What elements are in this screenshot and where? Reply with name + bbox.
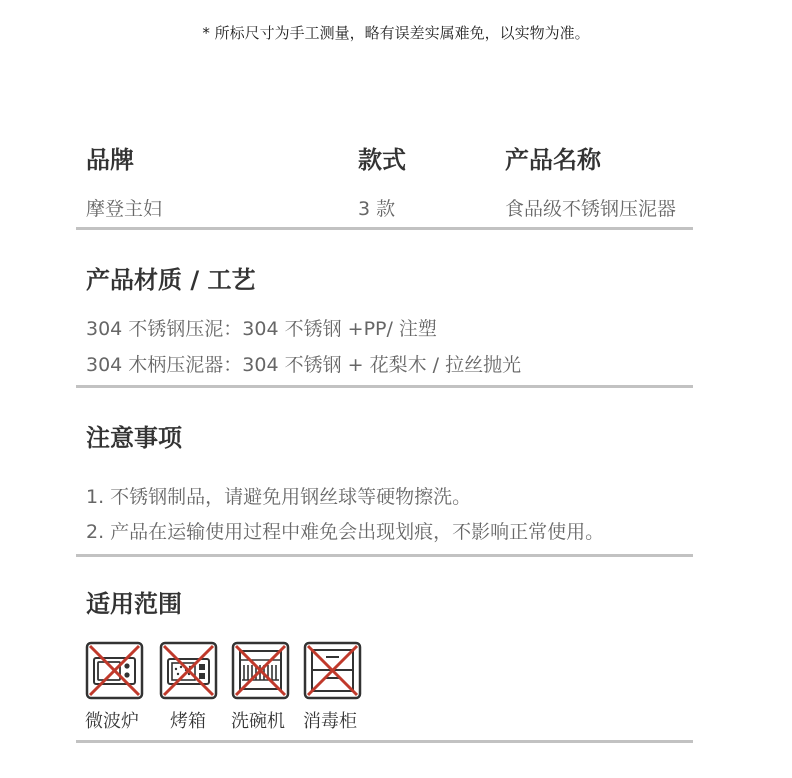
dishwasher-icon: [231, 641, 290, 700]
style-label: 款式: [358, 146, 406, 174]
product-name-label: 产品名称: [505, 146, 601, 174]
brand-value: 摩登主妇: [86, 198, 163, 220]
scope-title: 适用范围: [86, 590, 182, 618]
style-value: 3 款: [358, 198, 396, 220]
divider: [76, 740, 693, 743]
oven-label: 烤箱: [170, 711, 206, 732]
material-line: 304 木柄压泥器：304 不锈钢 + 花梨木 / 拉丝抛光: [86, 354, 522, 376]
product-name-value: 食品级不锈钢压泥器: [505, 198, 677, 220]
divider: [76, 385, 693, 388]
divider: [76, 227, 693, 230]
brand-label: 品牌: [86, 146, 134, 174]
notice-line: 1. 不锈钢制品，请避免用钢丝球等硬物擦洗。: [86, 486, 472, 508]
notice-line: 2. 产品在运输使用过程中难免会出现划痕，不影响正常使用。: [86, 521, 605, 543]
material-title: 产品材质 / 工艺: [86, 266, 256, 294]
material-line: 304 不锈钢压泥：304 不锈钢 +PP/ 注塑: [86, 318, 437, 340]
sterilizer-cabinet-icon: [303, 641, 362, 700]
sterilizer-label: 消毒柜: [303, 711, 357, 732]
microwave-label: 微波炉: [85, 711, 139, 732]
measurement-note: * 所标尺寸为手工测量，略有误差实属难免，以实物为准。: [202, 24, 590, 42]
divider: [76, 554, 693, 557]
oven-icon: [159, 641, 218, 700]
notice-title: 注意事项: [86, 424, 182, 452]
microwave-icon: [85, 641, 144, 700]
dishwasher-label: 洗碗机: [231, 711, 285, 732]
